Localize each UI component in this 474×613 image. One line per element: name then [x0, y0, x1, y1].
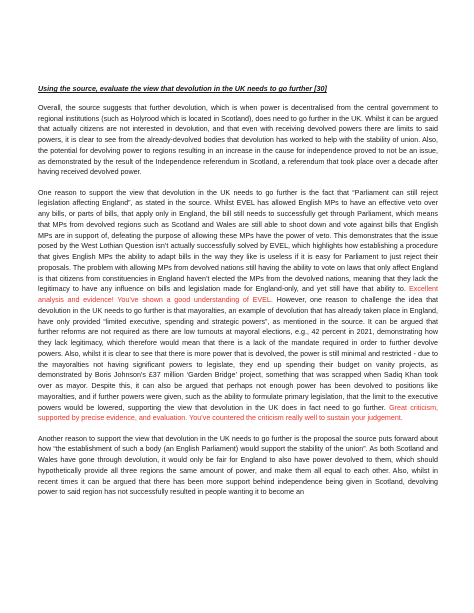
paragraph-mayoralties-text: However, one reason to challenge the idea that devolution in the UK needs to go further is that mayoralties, an example of devolution that has already taken place in England, have only provided “limited executive, spending and strategic powers”, as mentioned in the source. It can be argued that further reforms are not required as there are low turnouts at mayoral elections, e.g., 42 percent in 2021, demonstrating how they lack legitimacy, which therefore would mean that there is a lack of the mandate required in order to further devolve powers. Also, whilst it is clear to see that there is more power that is devolved, the power is still minimal and restricted - due to the mayoralties not having significant powers to legislate, they end up spending their budget on vanity projects, as demonstrated by Boris Johnson’s £37 million ‘Garden Bridge’ project, something that was scrapped when Sadiq Khan took over as mayor. Despite this, it can also be argued that perhaps not enough power has been devolved to positions like mayoralties, and if further powers were given, such as the ability to formulate primary legislation, that the limit to the executive powers would be lowered, supporting the view that devolution in the UK does in fact need to go further.	[38, 296, 439, 412]
essay-body	[38, 84, 438, 508]
teacher-comment-mayoralties: Great criticism, supported by precise evidence, and evaluation. You’ve countered the criticism really well to sustain your judgement.	[38, 403, 439, 423]
paragraph-introduction: Overall, the source suggests that further devolution, which is when power is decentralised from the central government to regional institutions (such as Holyrood which is located in Scotland), does need to go further in the UK. Whilst it can be argued that actually citizens are not interested in devolution, and that even with receiving devolved powers there are limits to said powers, it is clear to see from the already-devolved bodies that devolution has worked to help with the stability of union. Also, the potential for devolving power to regions resulting in an increase in the cause for independence proved to not be an issue, as demonstrated by the result of the Independence referendum in Scotland, a referendum that took place over a decade after having received devolved power.	[38, 103, 438, 177]
paragraph-evel-text: One reason to support the view that devolution in the UK needs to go further is the fact that “Parliament can still reject legislation affecting England”, as stated in the source. Whilst EVEL has allowed English MPs to have an effective veto over any bills, or parts of bills, that apply only in England, the bill still needs to successfully get through Parliament, which means that MPs from devolved regions such as Scotland and Wales are still able to shoot down and vote against bills that English MPs are in support of, defeating the purpose of allowing these MPs have the power of veto. This demonstrates that the issue posed by the West Lothian Question isn’t actually successfully solved by EVEL, which highlights how establishing a procedure that gives English MPs the ability to adapt bills in the way they like is useless if it is easy for Parliament to just reject their proposals. The problem with allowing MPs from devolved nations still having the ability to vote on laws that only affect England is that citizens from constituencies in England haven’t elected the MPs from the devolved nations, meaning that they lack the legitimacy to have any influence on bills and legislation made for England-only, and yet still have that ability to.	[38, 188, 438, 294]
teacher-comment-evel: Excellent analysis and evidence! You’ve shown a good understanding of EVEL.	[38, 285, 438, 304]
paragraph-evel	[38, 188, 438, 425]
essay-question-heading: Using the source, evaluate the view that devolution in the UK needs to go further [30]	[38, 85, 327, 93]
paragraph-english-parliament: Another reason to support the view that devolution in the UK needs to go further is the proposal the source puts forward about how “the establishment of such a body (an English Parliament) would support the stability of the union”. As both Scotland and Wales have gone through devolution, it would only be fair for England to also have power devolved to them, which should hypothetically provide all three regions the same amount of power, and make them all equal to each other. Also, whilst in recent times it can be argued that there has been more support behind independence being given in Scotland, devolving power to said region has not successfully resulted in people wanting it to become an	[38, 434, 438, 497]
